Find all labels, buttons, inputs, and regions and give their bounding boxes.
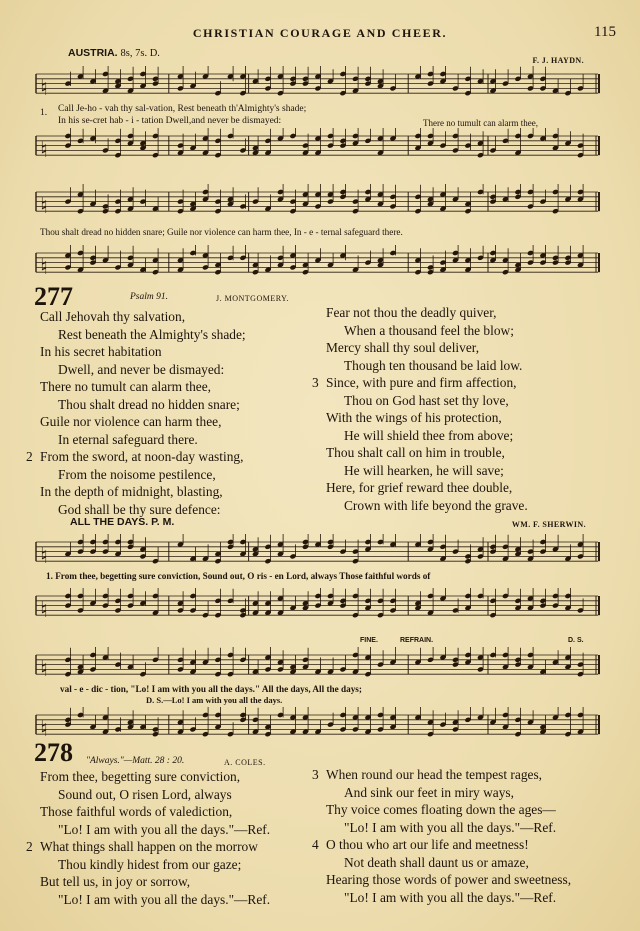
lyric-line: val - e - dic - tion, "Lo! I am with you all the days." All the days, All the days; [60,684,362,694]
verse-line [312,357,528,375]
verse-line [312,322,528,340]
verse-text: O thou who art our life and meetness! [326,837,529,852]
clef-glyph: ♮ [40,657,48,683]
verse-line [312,836,571,854]
clef-glyph: ♮ [40,255,48,281]
verse-text: "Lo! I am with you all the days."—Ref. [344,889,557,905]
verse-text: Since, with pure and firm affection, [326,375,517,390]
verse-text: Call Jehovah thy salvation, [40,309,186,324]
verse-text: Though ten thousand be laid low. [344,357,523,373]
verse-text: Thou shalt call on him in trouble, [326,445,505,460]
verse-column-left [26,308,246,518]
verse-text: When a thousand feel the blow; [344,322,514,338]
verse-line [312,479,528,497]
verse-line [26,768,270,786]
verse-text: In eternal safeguard there. [58,431,198,447]
verse-text: In his secret habitation [40,344,162,359]
bass-staff [32,128,602,166]
verse-line [26,431,246,449]
verse-line [26,891,270,909]
treble-staff [32,66,602,104]
tune-meter: 8s, 7s. D. [120,48,160,59]
clef-glyph: ♮ [40,76,48,102]
verse-text: Hearing those words of power and sweetness, [326,872,572,887]
verse-text: Dwell, and never be dismayed: [58,361,225,377]
verse-text: Sound out, O risen Lord, always [58,786,232,802]
clef-glyph: ♮ [40,544,48,570]
verse-text: Fear not thou the deadly quiver, [326,305,497,320]
verse-text: In the depth of midnight, blasting, [40,484,223,499]
verse-text: Mercy shall thy soul deliver, [326,340,480,355]
hymn-author: A. COLES. [224,758,266,767]
tune-name: ALL THE DAYS. [70,516,149,528]
verse-line [26,361,246,379]
verse-text: From the sword, at noon-day wasting, [40,449,244,464]
clef-glyph: ♮ [40,138,48,164]
verse-text: Not death shall daunt us or amaze, [344,854,529,870]
verse-number: 4 [312,837,319,852]
bass-staff [32,588,602,624]
lyric-line: There no tumult can alarm thee, [423,118,538,128]
verse-line [312,497,528,515]
verse-text: Thy voice comes floating down the ages— [326,802,556,817]
verse-text: He will shield thee from above; [344,427,514,443]
hymn-number: 278 [34,738,73,767]
verse-line [26,466,246,484]
lyric-line: D. S.—Lo! I am with you all the days. [146,695,283,705]
verse-line [26,838,270,856]
ds-mark: D. S. [568,637,584,644]
verse-line [26,343,246,361]
clef-glyph: ♮ [40,598,48,624]
tune-name: AUSTRIA. [68,47,118,59]
verse-text: What things shall happen on the morrow [40,839,258,854]
verse-line [26,378,246,396]
clef-glyph: ♮ [40,717,48,743]
verse-number: 3 [312,375,319,390]
verse-text: From thee, begetting sure conviction, [40,769,241,784]
verse-text: When round our head the tempest rages, [326,767,543,782]
verse-line [26,308,246,326]
verse-number: 2 [26,449,33,464]
verse-line [312,409,528,427]
verse-line [312,784,571,802]
hymn-source: Psalm 91. [130,292,168,302]
hymn-author: J. MONTGOMERY. [216,294,289,303]
verse-line [312,766,571,784]
verse-column-right [312,304,528,514]
running-title: CHRISTIAN COURAGE AND CHEER. [192,26,448,40]
verse-line [312,392,528,410]
lyric-line: Call Je-ho - vah thy sal-vation, Rest beneath th'Almighty's shade; [58,104,307,114]
verse-line [312,801,571,819]
treble-staff [32,534,602,570]
verse-line [26,873,270,891]
verse-text: God shall be thy sure defence: [58,501,221,517]
verse-text: From the noisome pestilence, [58,466,216,482]
verse-marker: 1. [40,108,48,118]
verse-number: 2 [26,839,33,854]
verse-line [26,396,246,414]
verse-text: Rest beneath the Almighty's shade; [58,326,246,342]
verse-line [26,786,270,804]
verse-line [312,871,571,889]
verse-line [312,304,528,322]
clef-glyph: ♮ [40,194,48,220]
verse-text: He will hearken, he will save; [344,462,504,478]
verse-text: With the wings of his protection, [326,410,502,425]
verse-line [312,374,528,392]
verse-text: Crown with life beyond the grave. [344,497,528,513]
verse-column-left [26,768,270,908]
tune-title-austria [68,47,160,59]
lyric-line: 1. From thee, begetting sure conviction, Sound out, O ris - en Lord, always Those faithful words of [46,571,431,581]
verse-text: Thou kindly hidest from our gaze; [58,856,242,872]
bass-staff [32,245,602,283]
tune-meter: P. M. [151,516,175,528]
verse-line [312,854,571,872]
tune-composer: F. J. HAYDN. [532,56,584,65]
refrain-mark: REFRAIN. [400,637,434,644]
verse-line [312,889,571,907]
verse-line [26,483,246,501]
verse-text: But tell us, in joy or sorrow, [40,874,191,889]
verse-line [26,856,270,874]
lyric-line: Thou shalt dread no hidden snare; Guile nor violence can harm thee, In - e - ternal safeguard there. [40,227,403,237]
verse-line [26,803,270,821]
verse-line [26,326,246,344]
tune-title-all-the-days [70,516,174,528]
verse-line [312,339,528,357]
verse-text: And sink our feet in miry ways, [344,784,514,800]
verse-text: "Lo! I am with you all the days."—Ref. [58,891,271,907]
hymn-number: 277 [34,282,73,311]
verse-text: Those faithful words of valediction, [40,804,233,819]
verse-text: Here, for grief reward thee double, [326,480,513,495]
verse-line [312,462,528,480]
verse-line [26,448,246,466]
treble-staff [32,647,602,683]
verse-text: "Lo! I am with you all the days."—Ref. [58,821,271,837]
lyric-line: In his se-cret hab - i - tation Dwell,and never be dismayed: [58,116,282,126]
verse-number: 3 [312,767,319,782]
page-number: 115 [594,24,616,40]
verse-text: Thou on God hast set thy love, [344,392,509,408]
hymn-source: "Always."—Matt. 28 : 20. [86,756,185,766]
verse-column-right [312,766,571,906]
verse-line [312,819,571,837]
verse-line [312,427,528,445]
bass-staff [32,707,602,743]
treble-staff [32,184,602,222]
fine-mark: FINE. [360,637,378,644]
verse-line [312,444,528,462]
tune-composer: WM. F. SHERWIN. [511,520,586,529]
verse-text: "Lo! I am with you all the days."—Ref. [344,819,557,835]
verse-text: Guile nor violence can harm thee, [40,414,222,429]
verse-line [26,821,270,839]
verse-line [26,413,246,431]
verse-text: Thou shalt dread no hidden snare; [58,396,240,412]
verse-text: There no tumult can alarm thee, [40,379,212,394]
